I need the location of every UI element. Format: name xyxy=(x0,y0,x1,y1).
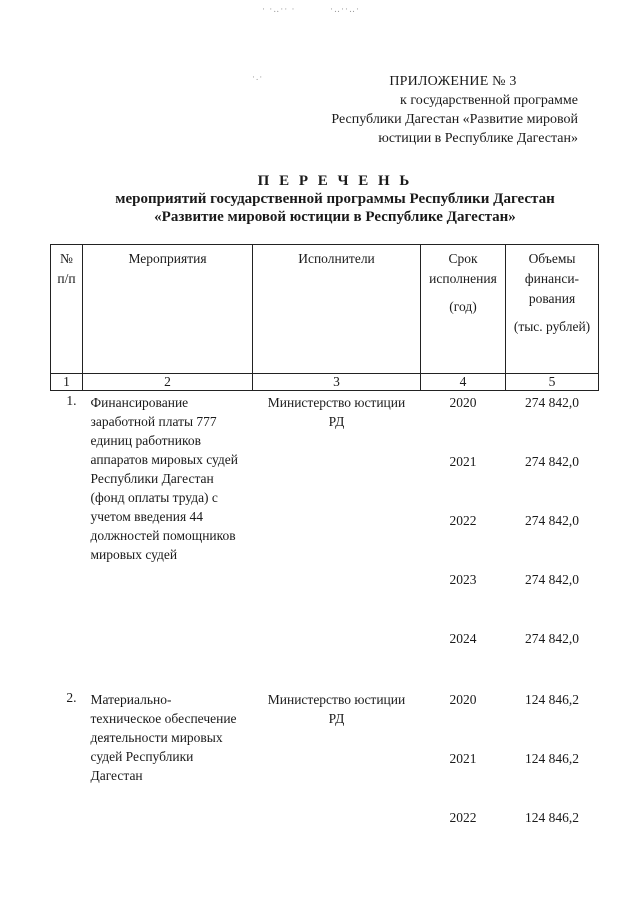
year-value: 2020 xyxy=(449,395,477,410)
column-number: 3 xyxy=(253,374,421,391)
amount-value: 124 846,2 xyxy=(525,810,579,825)
appendix-header xyxy=(288,72,578,148)
appendix-line: к государственной программе xyxy=(400,93,578,108)
header-executors: Исполнители xyxy=(253,245,421,374)
year-value: 2020 xyxy=(449,692,477,707)
scan-artifact: ·‥··‥· xyxy=(330,4,360,14)
amount-value: 274 842,0 xyxy=(525,631,579,646)
table-row xyxy=(51,688,599,867)
title-main: П Е Р Е Ч Е Н Ь xyxy=(257,173,413,189)
year-value: 2022 xyxy=(449,513,477,528)
row-number: 1. xyxy=(66,393,77,408)
title-subtitle: мероприятий государственной программы Республики Дагестан xyxy=(115,191,555,207)
measure-name: Финансирование заработной платы 777 единиц работников аппаратов мировых судей Республики Дагестан (фонд оплаты труда) с учетом введения 44 должностей помощников мировых судей xyxy=(90,395,239,562)
scan-artifact: ·.· xyxy=(252,72,264,82)
year-value: 2023 xyxy=(449,572,477,587)
measure-amounts xyxy=(506,688,599,867)
year-value: 2024 xyxy=(449,631,477,646)
amount-value: 274 842,0 xyxy=(525,513,579,528)
amount-value: 124 846,2 xyxy=(525,751,579,766)
appendix-line: юстиции в Республике Дагестан» xyxy=(378,131,578,146)
column-number: 1 xyxy=(51,374,83,391)
measure-years xyxy=(421,391,506,689)
header-num: № п/п xyxy=(51,245,83,374)
scan-artifact: · ·‥·· · xyxy=(262,4,296,14)
table-header-row xyxy=(51,245,599,374)
amount-value: 274 842,0 xyxy=(525,572,579,587)
header-funding: Объемы финанси- рования (тыс. рублей) xyxy=(506,245,599,374)
appendix-line: Республики Дагестан «Развитие мировой xyxy=(331,112,578,127)
header-term: Срок исполнения (год) xyxy=(421,245,506,374)
year-value: 2022 xyxy=(449,810,477,825)
measure-executor: Министерство юстиции РД xyxy=(267,692,406,726)
title-subtitle: «Развитие мировой юстиции в Республике Дагестан» xyxy=(154,209,516,225)
row-number: 2. xyxy=(66,690,77,705)
amount-value: 124 846,2 xyxy=(525,692,579,707)
column-number: 4 xyxy=(421,374,506,391)
measure-years xyxy=(421,688,506,867)
header-measures: Мероприятия xyxy=(83,245,253,374)
column-number-row xyxy=(51,374,599,391)
appendix-number: ПРИЛОЖЕНИЕ № 3 xyxy=(389,74,517,89)
column-number: 2 xyxy=(83,374,253,391)
table-row xyxy=(51,391,599,689)
amount-value: 274 842,0 xyxy=(525,454,579,469)
amount-value: 274 842,0 xyxy=(525,395,579,410)
year-value: 2021 xyxy=(449,751,477,766)
year-value: 2021 xyxy=(449,454,477,469)
measure-executor: Министерство юстиции РД xyxy=(267,395,406,429)
measure-name: Материально- техническое обеспечение деятельности мировых судей Республики Дагестан xyxy=(90,692,237,783)
measure-amounts xyxy=(506,391,599,689)
measures-table xyxy=(50,244,599,867)
column-number: 5 xyxy=(506,374,599,391)
document-title xyxy=(90,172,580,226)
